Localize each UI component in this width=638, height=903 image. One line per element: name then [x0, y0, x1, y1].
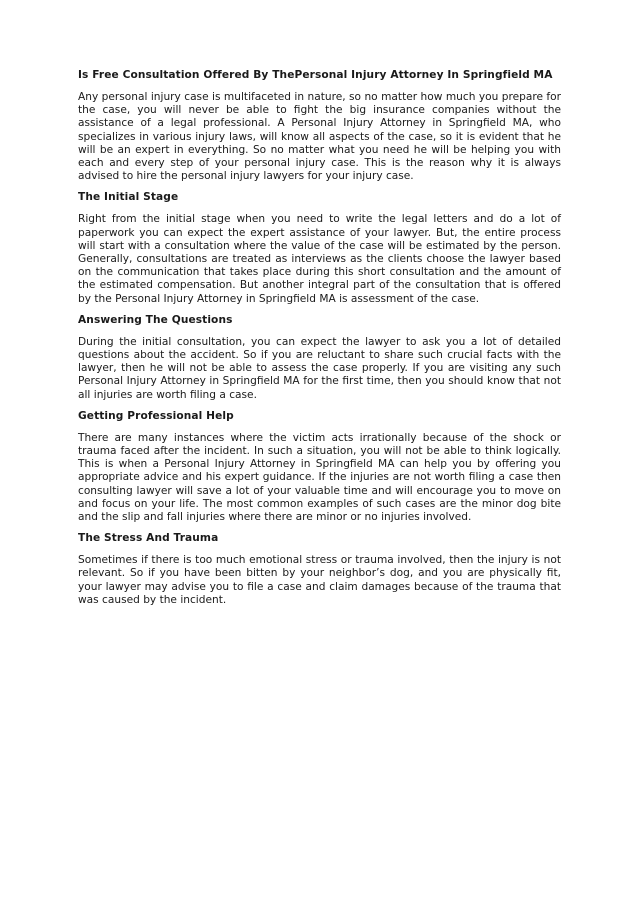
section-body-answering-questions: During the initial consultation, you can expect the lawyer to ask you a lot of detailed questions about the accident. So if you are reluctant to share such crucial facts with the lawyer, then he will not be able to assess the case properly. If you are visiting any such Personal Injury Attorney in Springfield MA for the first time, then you should know that not all injuries are worth filing a case.: [78, 335, 561, 401]
section-body-stress-trauma: Sometimes if there is too much emotional stress or trauma involved, then the injury is not relevant. So if you have been bitten by your neighbor’s dog, and you are physically fit, your lawyer may advise you to file a case and claim damages because of the trauma that was caused by the incident.: [78, 554, 561, 606]
section-body-initial-stage: Right from the initial stage when you need to write the legal letters and do a lot of paperwork you can expect the expert assistance of your lawyer. But, the entire process will start with a consultation where the value of the case will be estimated by the person. Generally, consultations are treated as interviews as the clients choose the lawyer based on the communication that takes place during this short consultation and the amount of the estimated compensation. But another integral part of the consultation that is offered by the Personal Injury Attorney in Springfield MA is assessment of the case.: [78, 213, 561, 305]
intro-paragraph: Any personal injury case is multifaceted in nature, so no matter how much you prepare for the case, you will never be able to fight the big insurance companies without the assistance of a legal professional. A Personal Injury Attorney in Springfield MA, who specializes in various injury laws, will know all aspects of the case, so it is evident that he will be an expert in everything. So no matter what you need he will be helping you with each and every step of your personal injury case. This is the reason why it is always advised to hire the personal injury lawyers for your injury case.: [78, 91, 561, 183]
section-body-professional-help: There are many instances where the victim acts irrationally because of the shock or trauma faced after the incident. In such a situation, you will not be able to think logically. This is when a Personal Injury Attorney in Springfield MA can help you by offering you appropriate advice and his expert guidance. If the injuries are not worth filing a case then consulting lawyer will save a lot of your valuable time and will encourage you to move on and focus on your life. The most common examples of such cases are the minor dog bite and the slip and fall injuries where there are minor or no injuries involved.: [78, 431, 561, 524]
document-title: Is Free Consultation Offered By ThePersonal Injury Attorney In Springfield MA: [78, 69, 553, 81]
section-heading-answering-questions: Answering The Questions: [78, 313, 233, 326]
document-content: [78, 69, 561, 615]
section-heading-stress-trauma: The Stress And Trauma: [78, 532, 219, 545]
section-heading-initial-stage: The Initial Stage: [78, 191, 179, 204]
section-heading-professional-help: Getting Professional Help: [78, 409, 234, 422]
